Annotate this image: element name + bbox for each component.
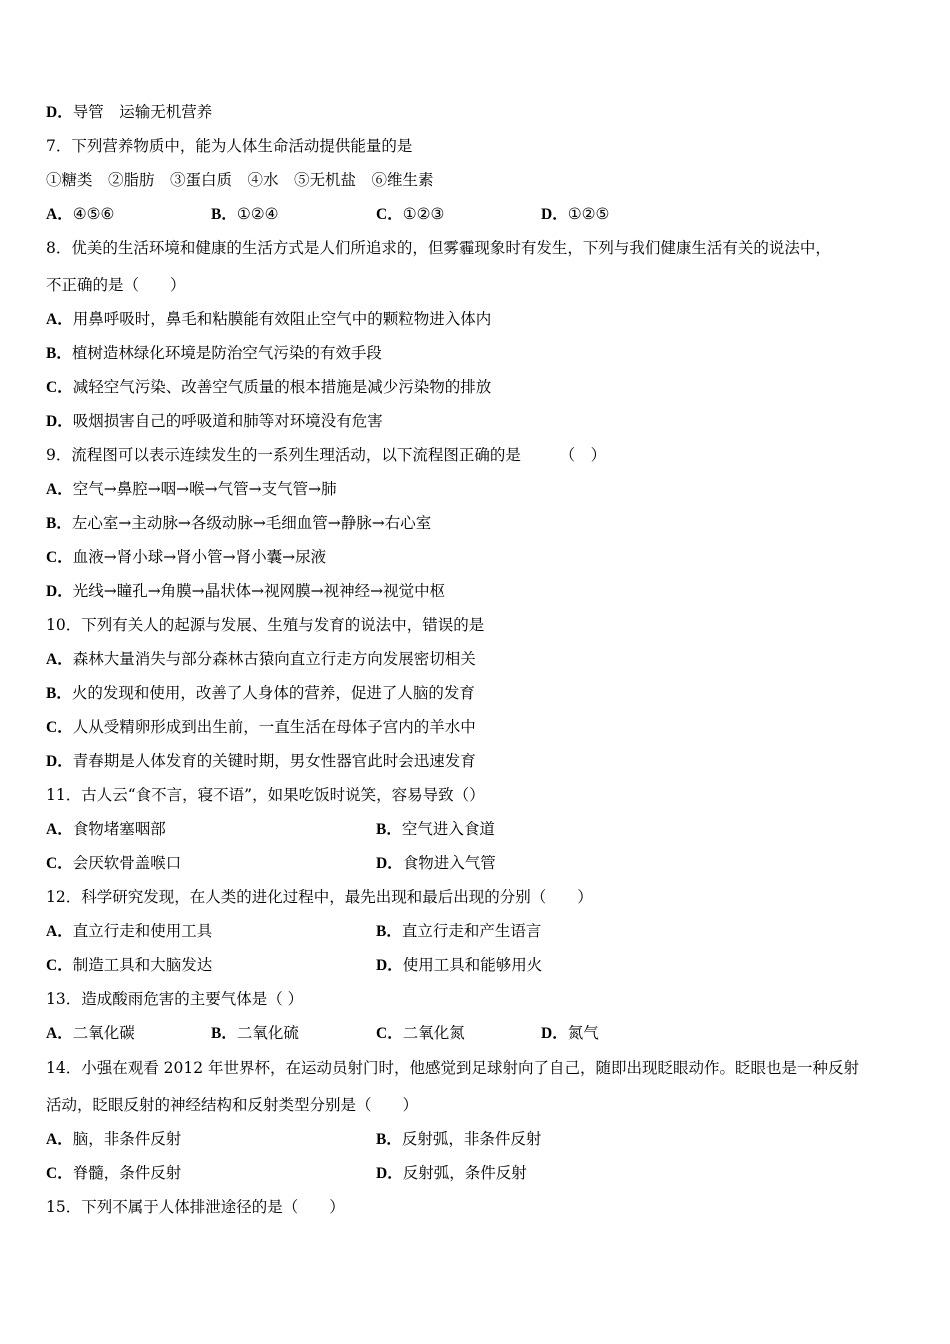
question-15-stem: 15．下列不属于人体排泄途径的是（ ）: [46, 1198, 345, 1216]
question-8-stem: 8．优美的生活环境和健康的生活方式是人们所追求的，但雾霾现象时有发生，下列与我们健康生活有关的说法中，: [46, 239, 831, 257]
question-10-stem: 10．下列有关人的起源与发展、生殖与发育的说法中，错误的是: [46, 616, 485, 634]
question-11-option-d: D．食物进入气管: [376, 854, 496, 872]
question-7-items: ①糖类 ②脂肪 ③蛋白质 ④水 ⑤无机盐 ⑥维生素: [46, 171, 434, 189]
question-7-option-a: A．④⑤⑥: [46, 205, 115, 223]
question-13-option-b: B．二氧化硫: [211, 1024, 299, 1042]
question-10-option-a: A．森林大量消失与部分森林古猿向直立行走方向发展密切相关: [46, 650, 476, 668]
question-8-option-d: D．吸烟损害自己的呼吸道和肺等对环境没有危害: [46, 412, 383, 430]
question-12-option-b: B．直立行走和产生语言: [376, 922, 542, 940]
question-7-stem: 7．下列营养物质中，能为人体生命活动提供能量的是: [46, 137, 413, 155]
question-11-stem: 11．古人云“食不言，寝不语”，如果吃饭时说笑，容易导致（）: [46, 786, 485, 804]
question-14-option-c: C．脊髓，条件反射: [46, 1164, 182, 1182]
question-9-option-b: B．左心室→主动脉→各级动脉→毛细血管→静脉→右心室: [46, 514, 432, 532]
question-12-option-a: A．直立行走和使用工具: [46, 922, 213, 940]
question-7-option-c: C．①②③: [376, 205, 445, 223]
question-7-option-b: B．①②④: [211, 205, 279, 223]
question-9-option-c: C．血液→肾小球→肾小管→肾小囊→尿液: [46, 548, 327, 566]
question-9-option-d: D．光线→瞳孔→角膜→晶状体→视网膜→视神经→视觉中枢: [46, 582, 446, 600]
question-8-stem-cont: 不正确的是（ ）: [46, 276, 186, 294]
question-14-stem: 14．小强在观看 2012 年世界杯，在运动员射门时，他感觉到足球射向了自己，随即出现眨眼动作。眨眼也是一种反射: [46, 1059, 860, 1077]
question-11-option-a: A．食物堵塞咽部: [46, 820, 166, 838]
question-12-option-c: C．制造工具和大脑发达: [46, 956, 213, 974]
question-10-option-b: B．火的发现和使用，改善了人身体的营养，促进了人脑的发育: [46, 684, 475, 702]
question-14-option-d: D．反射弧，条件反射: [376, 1164, 527, 1182]
question-11-option-c: C．会厌软骨盖喉口: [46, 854, 182, 872]
question-13-stem: 13．造成酸雨危害的主要气体是（ ）: [46, 990, 304, 1008]
option-label: D．: [46, 104, 73, 121]
question-11-option-b: B．空气进入食道: [376, 820, 495, 838]
question-7-option-d: D．①②⑤: [541, 205, 610, 223]
question-10-option-c: C．人从受精卵形成到出生前，一直生活在母体子宫内的羊水中: [46, 718, 476, 736]
question-14-stem-cont: 活动，眨眼反射的神经结构和反射类型分别是（ ）: [46, 1096, 419, 1114]
question-9-option-a: A．空气→鼻腔→咽→喉→气管→支气管→肺: [46, 480, 337, 498]
question-9-stem: 9．流程图可以表示连续发生的一系列生理活动，以下流程图正确的是 （ ）: [46, 446, 607, 464]
question-10-option-d: D．青春期是人体发育的关键时期，男女性器官此时会迅速发育: [46, 752, 476, 770]
question-8-option-c: C．减轻空气污染、改善空气质量的根本措施是减少污染物的排放: [46, 378, 492, 396]
question-14-option-b: B．反射弧，非条件反射: [376, 1130, 542, 1148]
question-8-option-b: B．植树造林绿化环境是防治空气污染的有效手段: [46, 344, 382, 362]
question-13-option-d: D．氮气: [541, 1024, 599, 1042]
option-text: 导管 运输无机营养: [72, 103, 213, 121]
question-14-option-a: A．脑，非条件反射: [46, 1130, 182, 1148]
question-13-option-c: C．二氧化氮: [376, 1024, 465, 1042]
question-8-option-a: A．用鼻呼吸时，鼻毛和粘膜能有效阻止空气中的颗粒物进入体内: [46, 310, 492, 328]
question-13-option-a: A．二氧化碳: [46, 1024, 135, 1042]
question-12-stem: 12．科学研究发现，在人类的进化过程中，最先出现和最后出现的分别（ ）: [46, 888, 593, 906]
question-12-option-d: D．使用工具和能够用火: [376, 956, 543, 974]
question-6-option-d: [46, 102, 212, 123]
